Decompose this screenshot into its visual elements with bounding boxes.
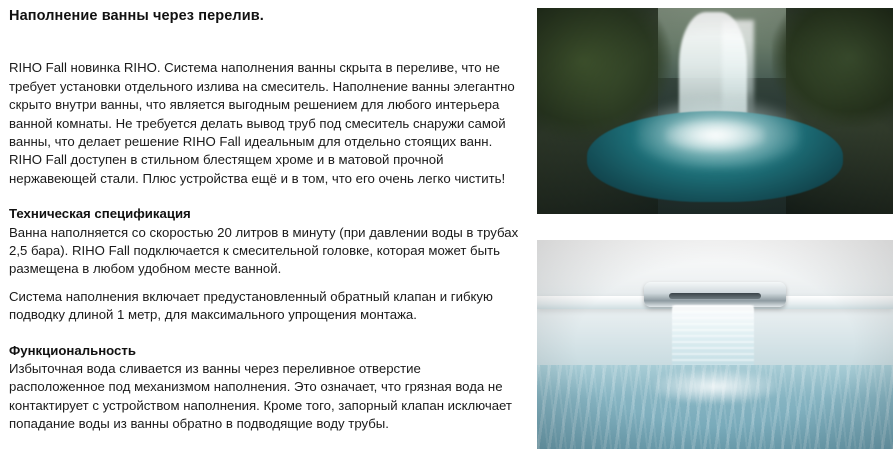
bath-overflow-filler-photo <box>537 240 893 449</box>
bath-image-canvas <box>537 240 893 449</box>
section-heading-tech-spec: Техническая спецификация <box>9 206 191 222</box>
section-paragraph-tech-spec-1: Ванна наполняется со скоростью 20 литров в минуту (при давлении воды в трубах 2,5 бара). RIHO Fall подключается к смесительной головке, которая может быть размещена в любом удобном месте ванной. <box>9 224 519 277</box>
intro-paragraph-1: RIHO Fall новинка RIHO. Система наполнения ванны скрыта в переливе, что не требует установки отдельного излива на смеситель. Наполнение ванны элегантно скрыто внутри ванны, что является выгодным решением для любого интерьера ванной комнаты. Не требуется делать вывод труб под смеситель снаружи самой ванны, что делает решение RIHO Fall идеальным для отдельно стоящих ванн. <box>9 60 515 150</box>
bath-vignette <box>537 240 893 449</box>
spacer <box>9 279 519 288</box>
spacer <box>9 188 519 205</box>
text-column <box>9 8 519 434</box>
section-heading-functionality: Функциональность <box>9 342 136 358</box>
section-paragraph-tech-spec-2: Система наполнения включает предустановленный обратный клапан и гибкую подводку длиной 1 метр, для максимального упрощения монтажа. <box>9 288 493 323</box>
intro-paragraph-2: RIHO Fall доступен в стильном блестящем хроме и в матовой прочной нержавеющей стали. Плюс устройства ещё и в том, что его очень легко чистить! <box>9 152 506 186</box>
waterfall-photo <box>537 8 893 214</box>
section-paragraph-functionality-1: Избыточная вода сливается из ванны через переливное отверстие расположенное под механизмом наполнения. Это означает, что грязная вода не контактирует с устройством наполнения. Кроме того, запорный клапан исключает попадание воды из ванны обратно в подводящие воду трубы. <box>9 361 512 432</box>
spacer <box>9 25 519 59</box>
spacer <box>9 325 519 342</box>
media-column <box>537 0 893 449</box>
page-title: Наполнение ванны через перелив. <box>9 8 264 24</box>
waterfall-vignette <box>537 8 893 214</box>
waterfall-image-canvas <box>537 8 893 214</box>
